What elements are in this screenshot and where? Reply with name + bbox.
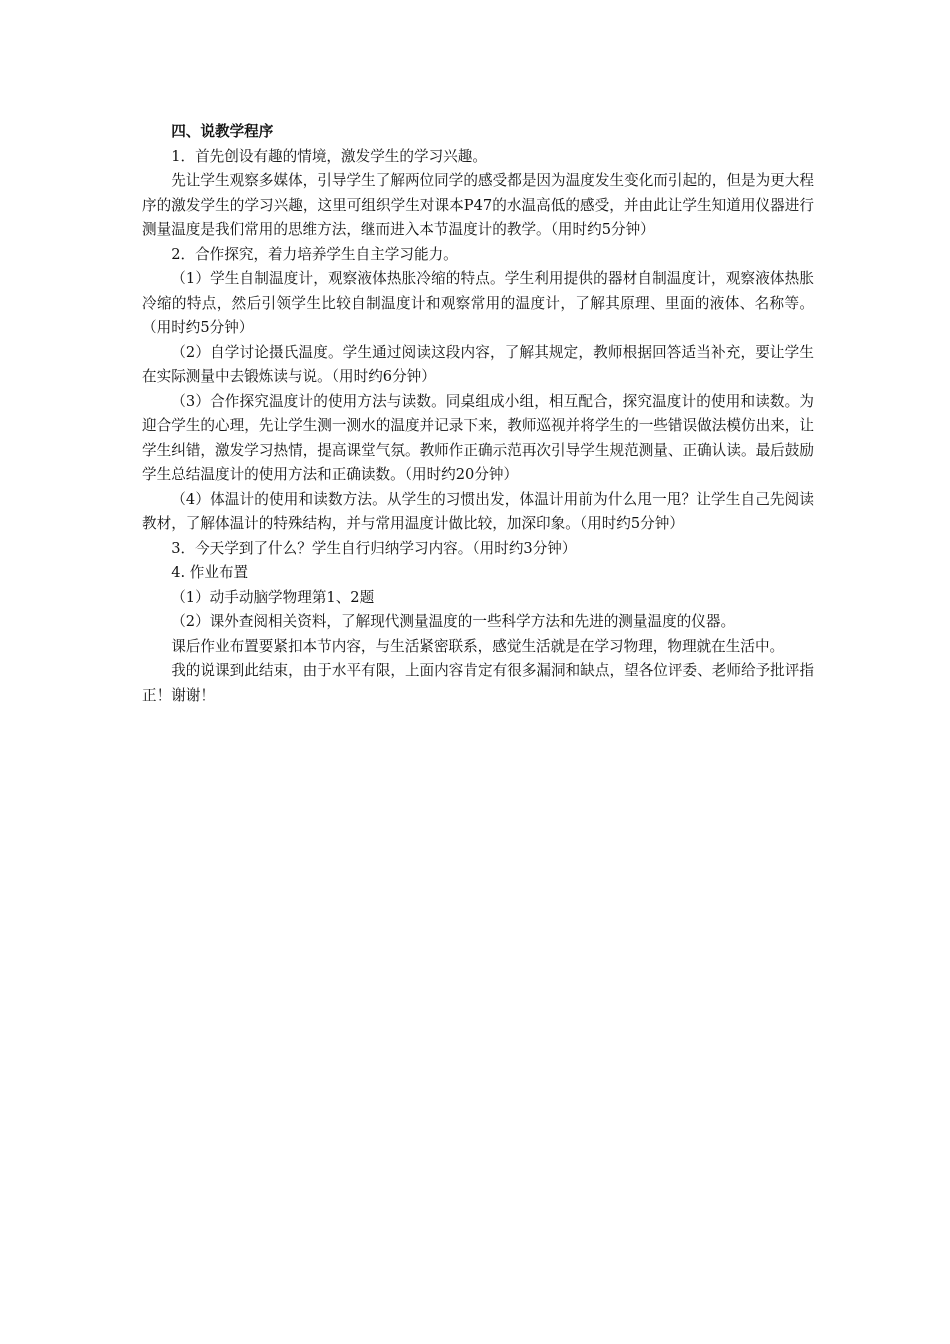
paragraph-6: （3）合作探究温度计的使用方法与读数。同桌组成小组，相互配合，探究温度计的使用和读数。为迎合学生的心理，先让学生测一测水的温度并记录下来，教师巡视并将学生的一些错误做法模仿出来，让学生纠错，激发学习热情，提高课堂气氛。教师作正确示范再次引导学生规范测量、正确认读。最后鼓励学生总结温度计的使用方法和正确读数。（用时约20分钟） [142, 392, 814, 483]
paragraph-7: （4）体温计的使用和读数方法。从学生的习惯出发，体温计用前为什么甩一甩？让学生自己先阅读教材，了解体温计的特殊结构，并与常用温度计做比较，加深印象。（用时约5分钟） [142, 490, 814, 532]
section-heading: 四、说教学程序 [171, 123, 274, 140]
paragraph-11: （2）课外查阅相关资料，了解现代测量温度的一些科学方法和先进的测量温度的仪器。 [171, 613, 736, 630]
paragraph-9: 4. 作业布置 [171, 564, 249, 581]
paragraph-5: （2）自学讨论摄氏温度。学生通过阅读这段内容，了解其规定，教师根据回答适当补充，要让学生在实际测量中去锻炼读与说。（用时约6分钟） [142, 343, 814, 385]
paragraph-13: 我的说课到此结束，由于水平有限，上面内容肯定有很多漏洞和缺点，望各位评委、老师给予批评指正！谢谢！ [142, 662, 814, 704]
paragraph-4: （1）学生自制温度计，观察液体热胀冷缩的特点。学生利用提供的器材自制温度计，观察液体热胀冷缩的特点，然后引领学生比较自制温度计和观察常用的温度计，了解其原理、里面的液体、名称等。（用时约5分钟） [142, 270, 814, 336]
document-body [142, 120, 814, 708]
paragraph-1: 1．首先创设有趣的情境，激发学生的学习兴趣。 [171, 147, 487, 165]
paragraph-8: 3．今天学到了什么？学生自行归纳学习内容。（用时约3分钟） [171, 539, 577, 557]
paragraph-2: 先让学生观察多媒体，引导学生了解两位同学的感受都是因为温度发生变化而引起的，但是为更大程序的激发学生的学习兴趣，这里可组织学生对课本P47的水温高低的感受，并由此让学生知道用仪器进行测量温度是我们常用的思维方法，继而进入本节温度计的教学。（用时约5分钟） [142, 172, 814, 238]
paragraph-3: 2．合作探究，着力培养学生自主学习能力。 [171, 245, 458, 263]
paragraph-12: 课后作业布置要紧扣本节内容，与生活紧密联系，感觉生活就是在学习物理，物理就在生活中。 [171, 637, 785, 655]
paragraph-10: （1）动手动脑学物理第1、2题 [171, 588, 375, 606]
